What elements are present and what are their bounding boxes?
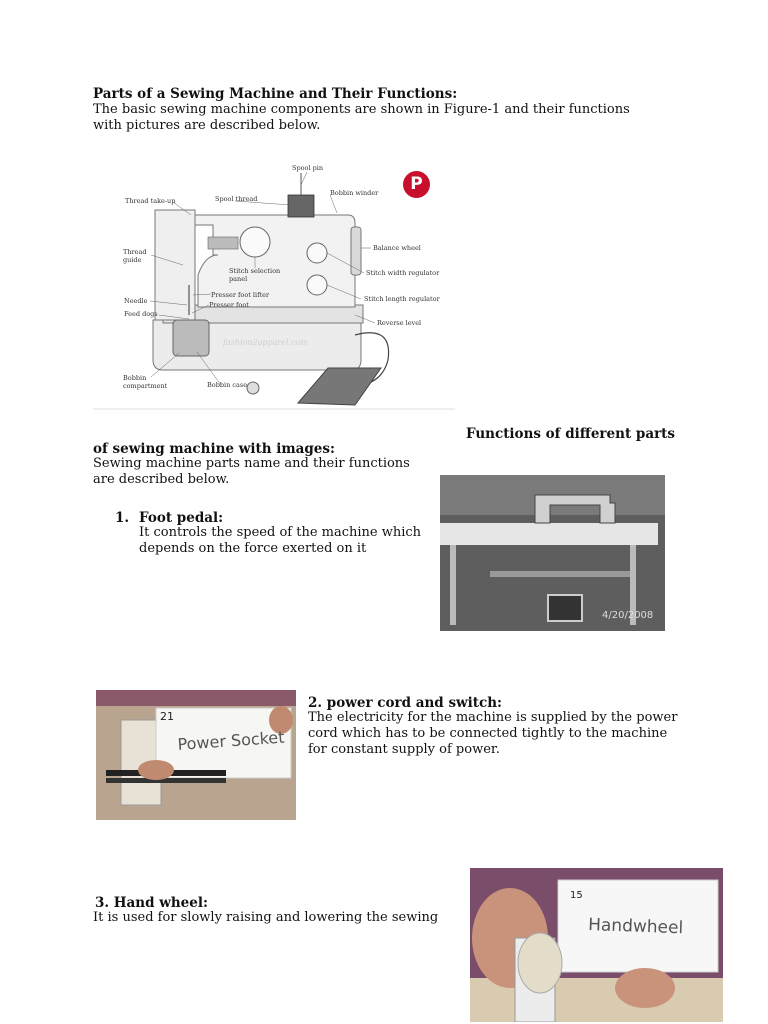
label-spool-pin: Spool pin	[292, 164, 324, 172]
label-bobbin-compartment-2: compartment	[123, 382, 168, 390]
label-stitch-width: Stitch width regulator	[366, 269, 440, 277]
label-reverse-level: Reverse level	[377, 319, 422, 327]
item-2-text: The electricity for the machine is supplied by the power cord which has to be connected tightly to the machine for constant supply of power.	[308, 710, 678, 757]
item-2-title: 2. power cord and switch:	[308, 695, 503, 711]
section-heading-part1: Functions of different parts	[466, 426, 676, 442]
label-spool-thread: Spool thread	[215, 195, 258, 203]
power-socket-photo	[96, 690, 296, 820]
label-thread-guide-2: guide	[123, 256, 142, 264]
section-heading-part2: of sewing machine with images:	[93, 441, 335, 457]
label-bobbin-winder: Bobbin winder	[330, 189, 379, 197]
pinterest-icon: P	[410, 174, 423, 194]
pinterest-save-button[interactable]	[403, 171, 430, 198]
hand-wheel-photo	[470, 868, 723, 1022]
foot-pedal-photo	[440, 475, 665, 631]
page-title: Parts of a Sewing Machine and Their Functions:	[93, 86, 458, 102]
item-1-title: Foot pedal:	[139, 510, 224, 526]
sewing-machine-illustration	[93, 155, 455, 411]
label-thread-takeup: Thread take-up	[125, 197, 176, 205]
label-bobbin-case: Bobbin case	[207, 381, 248, 389]
item-1-number: 1.	[115, 510, 130, 526]
photo2-card-text: Power Socket	[176, 727, 286, 754]
photo3-card-number: 15	[570, 890, 583, 901]
photo-date-stamp: 4/20/2008	[602, 610, 654, 621]
label-presser-foot-lifter: Presser foot lifter	[211, 291, 270, 299]
label-stitch-selection-2: panel	[229, 275, 248, 283]
section-intro: Sewing machine parts name and their functions are described below.	[93, 456, 410, 487]
item-3-text: It is used for slowly raising and lowering the sewing	[93, 910, 439, 925]
photo3-card-text: Handwheel	[587, 915, 684, 939]
label-needle: Needle	[124, 297, 148, 305]
photo2-card-number: 21	[160, 710, 174, 723]
label-presser-foot: Presser foot	[209, 301, 249, 309]
label-stitch-selection-1: Stitch selection	[229, 267, 281, 275]
item-3-title: 3. Hand wheel:	[95, 895, 208, 911]
label-thread-guide-1: Thread	[123, 248, 147, 256]
intro-paragraph: The basic sewing machine components are shown in Figure-1 and their functions with pictures are described below.	[93, 102, 630, 133]
sewing-machine-diagram	[93, 155, 455, 411]
label-feed-dogs: Feed dogs	[124, 310, 158, 318]
label-balance-wheel: Balance wheel	[373, 244, 421, 252]
label-bobbin-compartment-1: Bobbin	[123, 374, 147, 382]
label-stitch-length: Stitch length regulator	[364, 295, 440, 303]
figure-watermark: fashion2apparel.com	[223, 338, 308, 347]
item-1-text: It controls the speed of the machine which depends on the force exerted on it	[139, 525, 422, 556]
